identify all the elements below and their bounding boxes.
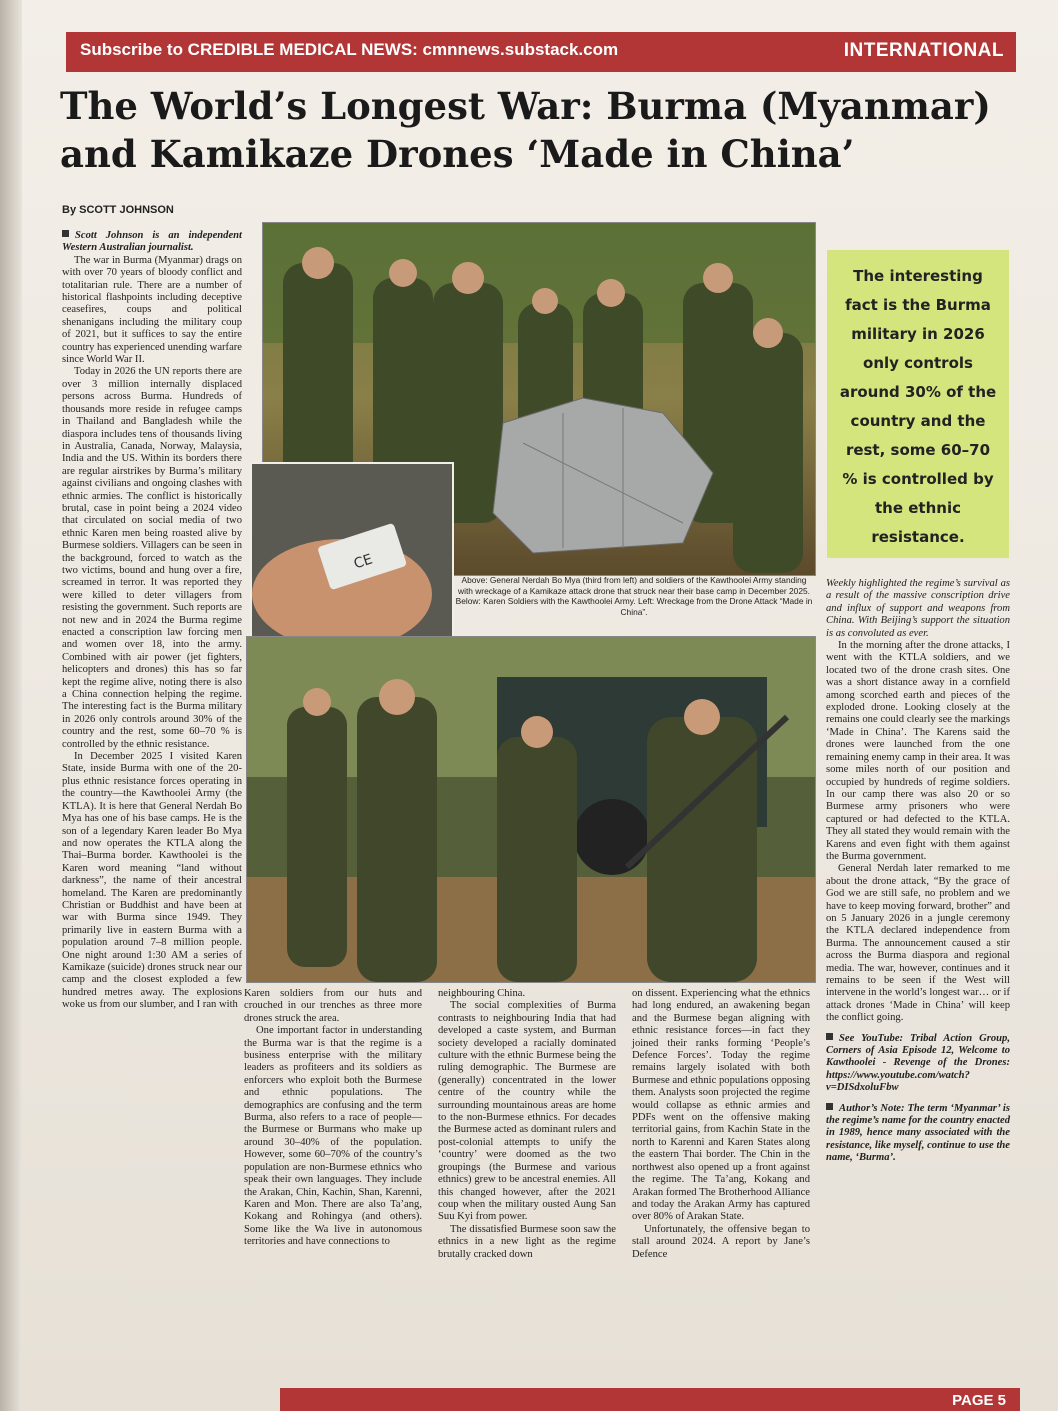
paragraph [826,578,1010,640]
page-number: PAGE 5 [952,1392,1006,1409]
paragraph: neighbouring China. [438,988,526,999]
byline [62,204,174,216]
top-banner [66,32,1016,72]
author-note: Scott Johnson is an independent Western Australian journalist. [62,230,242,254]
youtube-note[interactable]: See YouTube: Tribal Action Group, Corners of Asia Episode 12, Welcome to Kawthoolei - Revenge of the Drones: https://www.youtube.com/watch?v=DISdxoluFbw [826,1032,1010,1094]
photo-karen-soldiers [246,636,816,983]
drone-ce-marking: CE [351,551,375,573]
subscribe-link[interactable]: Subscribe to CREDIBLE MEDICAL NEWS: cmnnews.substack.com [80,40,619,59]
paragraph: Unfortunately, the offensive began to stall around 2024. A report by Jane’s Defence [632,1223,810,1260]
paragraph: One important factor in understanding the Burma war is that the regime is a business enterprise with the military leaders as profiteers and its soldiers as enforcers who exploit both the Burmese and ethnic populations. The demographics are confusing and the term Burma, also refers to a race of people—the Burmese or Burmans who make up around 30–40% of the population. However, some 60–70% of the country’s population are non-Burmese ethnics who speak their own languages. They include the Arakan, Chin, Kachin, Shan, Karenni, Karen and Mon. There are also Ta’ang, Kokang and Rohingya (and others). Some like the Wa live in autonomous territories and have connections to [244,1025,422,1248]
column-4 [632,988,810,1261]
bullet-square-icon [826,1103,833,1110]
section-label: INTERNATIONAL [843,40,1004,61]
bullet-square-icon [826,1033,833,1040]
karen-soldiers-image [247,637,815,982]
column-2 [244,988,422,1249]
authors-note: Author’s Note: The term ‘Myanmar’ is the regime’s name for the country enacted in 1989, hence many associated with the resistance, like myself, continue to use the name, ‘Burma’. [826,1102,1010,1164]
paragraph: In December 2025 I visited Karen State, inside Burma with one of the 20-plus ethnic resistance forces operating in the country—the Kawthoolei Army (the KTLA). It is here that General Nerdah Bo Mya has one of his base camps. He is the son of a legendary Karen leader Bo Mya and now operates the KTLA along the Thai–Burma border. Kawthoolei is the Karen word meaning “land without darkness”, the name of their ancestral homeland. The Karen are predominantly Christian or Buddhist and have been at war with Burma since 1949. They primarily live in eastern Burma with a population around 7–8 million people. One night around 1:30 AM a series of Kamikaze (suicide) drones struck near our camp and the closest exploded a few hundred metres away. The explosions woke us from our slumber, and I ran with [62,751,242,1011]
bullet-square-icon [62,230,69,237]
pull-quote-box [827,250,1009,558]
column-1 [62,230,242,1012]
paragraph: General Nerdah later remarked to me about the drone attack, “By the grace of God we are still safe, no problem and we have to keep moving forward, brother” and on 5 January 2026 in a jungle ceremony the KTLA declared independence from Burma. The announcement caused a stir across the Burma diaspora and regional media. The war, however, continues and it remains to be seen if the West will intervene in the world’s longest war… or if attack drones ‘Made in China’ will keep the conflict going. [826,863,1010,1024]
footer-bar [280,1388,1020,1411]
paragraph: on dissent. Experiencing what the ethnics had long endured, an awakening began and the Burmese began aligning with ethnic resistance forces—in fact they joined their ranks forming ‘People’s Defence Forces’. Today the regime remains largely isolated with both Burmese and ethnic populations opposing them. Analysts soon projected the regime would collapse as ethnic armies and PDFs went on the offensive making territorial gains, from Kachin State in the north to Karenni and Karen States along the eastern Thai border. The Chin in the northwest also opened up a front against the regime. The Ta’ang, Kokang and Arakan formed The Brotherhood Alliance and today the Arakan Army has captured over 80% of Arakan State. [632,988,810,1223]
page-fold-shadow [0,0,22,1411]
paragraph: In the morning after the drone attacks, I went with the KTLA soldiers, and we located two of the drone crash sites. One was a short distance away in a cornfield among scorched earth and pieces of the exploded drone. Looking closely at the remains one could clearly see the markings ‘Made in China’. The Karens said the drones were launched from the one remaining enemy camp in their area. It was some miles north of our position and occupied by hundreds of regime soldiers. In our camp there was also 20 or so Burmese army prisoners who were captured or had defected to the KTLA. They all stated they would remain with the Karens and even fight with them against the Burma government. [826,640,1010,862]
column-5 [826,578,1010,1165]
paragraph: Karen soldiers from our huts and crouched in our trenches as three more drones struck the area. [244,988,422,1024]
article-headline: The World’s Longest War: Burma (Myanmar) and Kamikaze Drones ‘Made in China’ [60,84,991,176]
column-3 [438,988,616,1261]
byline-prefix: By [62,204,77,216]
paragraph: The social complexities of Burma contrasts to neighbouring India that had developed a caste system, and Burman society developed a racially dominated culture with the ethnic Burmese being the ruling demographic. The Burmese are (generally) concentrated in the lower centre of the country while the surrounding mountainous areas are home to the non-Burmese ethnics. For decades the Burmese acted as dominant rulers and post-colonial attempts to unify the ‘country’ were doomed as the two groupings (the Burmese and various ethnics) grew to be ancestral enemies. All this changed however, after the 2021 coup when the military ousted Aung San Suu Kyi from power. [438,1000,616,1223]
drone-part-in-hand-image [252,464,452,664]
author-name: SCOTT JOHNSON [79,204,174,216]
paragraph: The war in Burma (Myanmar) drags on with over 70 years of bloody conflict and totalitarian rule. There are a number of historical flashpoints including deceptive ceasefires, coups and political shenanigans including the military coup of 2021, but it suffices to say the entire country has experienced unending warfare since World War II. [62,254,243,366]
paragraph: Today in 2026 the UN reports there are over 3 million internally displaced persons across Burma. Hundreds of thousands more reside in refugee camps in Thailand and Bangladesh while the diaspora includes tens of thousands living in Australia, Canada, Norway, Malaysia, India and the US. Within its borders there are regular airstrikes by Burma’s military against civilians and ongoing clashes with ethnic armies. The conflict is historically brutal, case in point being a 2024 video that circulated on social media of two ethnic Karen men being roasted alive by Burmese soldiers. Villagers can be seen in the background, forced to watch as the two victims, bound and hung over a fire, screamed in terror. It was reported they were killed to deter villagers from resisting the government. Such reports are not new and in 2024 the Burma regime enacted a conscription law forcing men and women over 18, into the army. Combined with air power (jet fighters, helicopters and drones) this has so far kept the regime alive, noting there is also a China connection helping the regime. The interesting fact is the Burma military in 2026 only controls around 30% of the country and the rest, some 60–70 % is controlled by the ethnic resistance. [62,366,242,750]
photo-caption: Above: General Nerdah Bo Mya (third from left) and soldiers of the Kawthoolei Army standing with wreckage of a Kamikaze attack drone that struck near their base camp in December 2025. Below: Karen Soldiers with the Kawthoolei Army. Left: Wreckage from the Drone Attack “Made in China”. [455,575,813,617]
paragraph-text: Weekly highlighted the regime’s survival as a result of the massive conscription drive and influx of support and weapons from China. With Beijing’s support the situation is as convoluted as ever. [826,578,1010,639]
pull-quote-text: The interesting fact is the Burma military in 2026 only controls around 30% of the country and the rest, some 60–70 % is controlled by the ethnic resistance. [839,267,997,546]
paragraph: The dissatisfied Burmese soon saw the ethnics in a new light as the regime brutally cracked down [438,1223,616,1260]
